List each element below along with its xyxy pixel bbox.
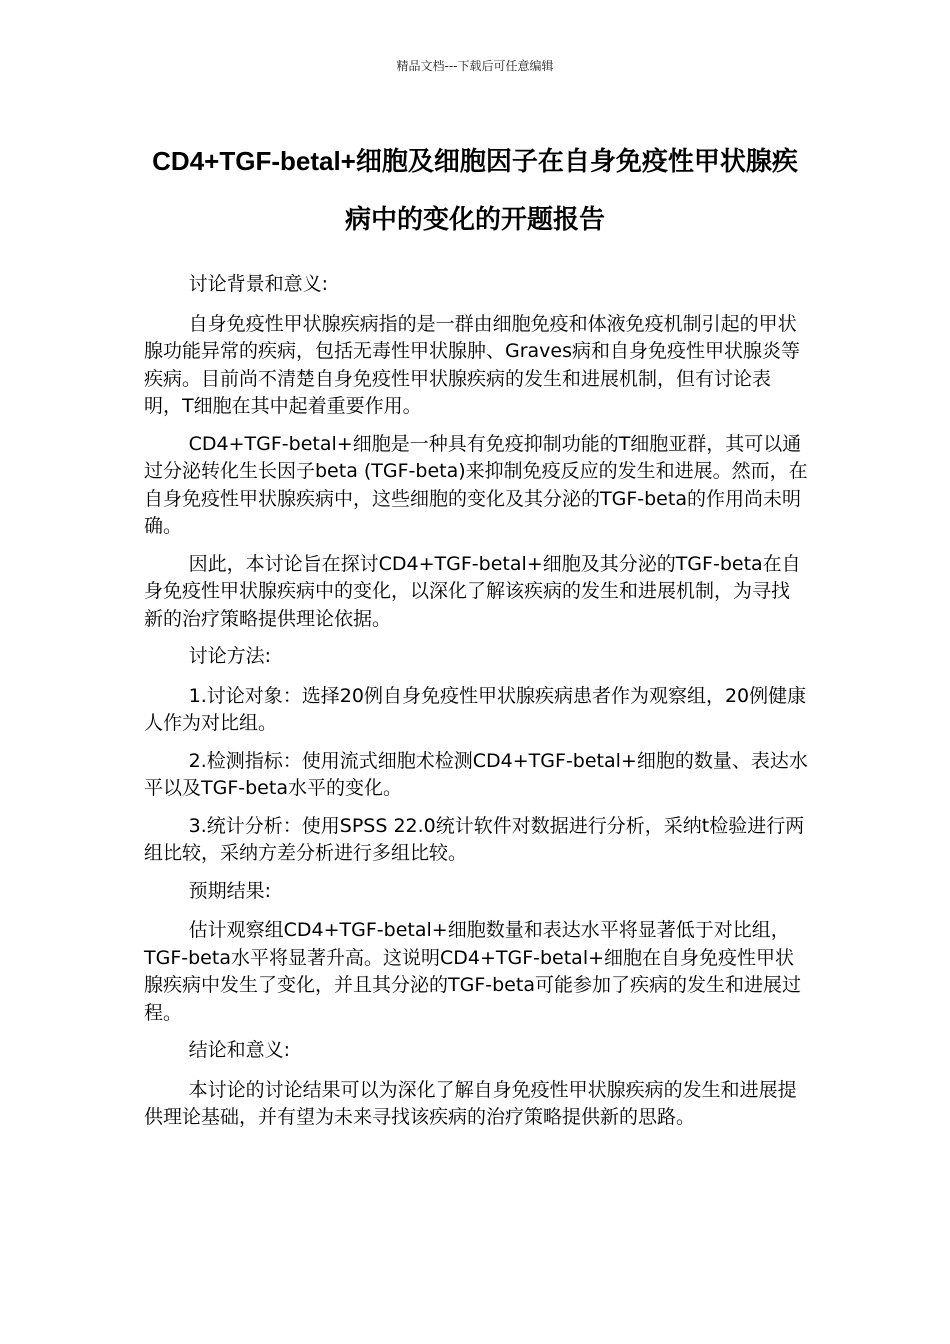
header-note: 精品文档---下载后可任意编辑 [396, 59, 554, 73]
paragraph-background-2: CD4+TGF-betal+细胞是一种具有免疫抑制功能的T细胞亚群，其可以通过分泌转化生长因子beta (TGF-beta)来抑制免疫反应的发生和进展。然而，在自身免疫性甲状腺疾病中，这些细胞的变化及其分泌的TGF-beta的作用尚未明确。 [144, 432, 808, 537]
paragraph-methods-statistics: 3.统计分析：使用SPSS 22.0统计软件对数据进行分析，采纳t检验进行两组比较，采纳方差分析进行多组比较。 [144, 814, 805, 864]
section-heading-methods: 讨论方法: [188, 645, 272, 667]
document-body [144, 271, 808, 1142]
document-title: CD4+TGF-betal+细胞及细胞因子在自身免疫性甲状腺疾病中的变化的开题报告 [152, 146, 798, 234]
paragraph-methods-indicators: 2.检测指标：使用流式细胞术检测CD4+TGF-betal+细胞的数量、表达水平以及TGF-beta水平的变化。 [144, 749, 808, 799]
section-heading-background: 讨论背景和意义: [188, 273, 329, 295]
paragraph-methods-subjects: 1.讨论对象：选择20例自身免疫性甲状腺疾病患者作为观察组，20例健康人作为对比组。 [144, 684, 807, 734]
paragraph-background-1: 自身免疫性甲状腺疾病指的是一群由细胞免疫和体液免疫机制引起的甲状腺功能异常的疾病，包括无毒性甲状腺肿、Graves病和自身免疫性甲状腺炎等疾病。目前尚不清楚自身免疫性甲状腺疾病的发生和进展机制，但有讨论表明，T细胞在其中起着重要作用。 [144, 312, 801, 417]
section-heading-expected-results: 预期结果: [188, 879, 272, 902]
paragraph-expected-results: 估计观察组CD4+TGF-betal+细胞数量和表达水平将显著低于对比组，TGF-beta水平将显著升高。这说明CD4+TGF-betal+细胞在自身免疫性甲状腺疾病中发生了变化，并且其分泌的TGF-beta可能参加了疾病的发生和进展过程。 [144, 919, 801, 1024]
paragraph-background-3: 因此，本讨论旨在探讨CD4+TGF-betal+细胞及其分泌的TGF-beta在自身免疫性甲状腺疾病中的变化，以深化了解该疾病的发生和进展机制，为寻找新的治疗策略提供理论依据。 [144, 552, 801, 630]
paragraph-conclusion: 本讨论的讨论结果可以为深化了解自身免疫性甲状腺疾病的发生和进展提供理论基础，并有望为未来寻找该疾病的治疗策略提供新的思路。 [144, 1078, 797, 1128]
section-heading-conclusion: 结论和意义: [188, 1039, 291, 1061]
